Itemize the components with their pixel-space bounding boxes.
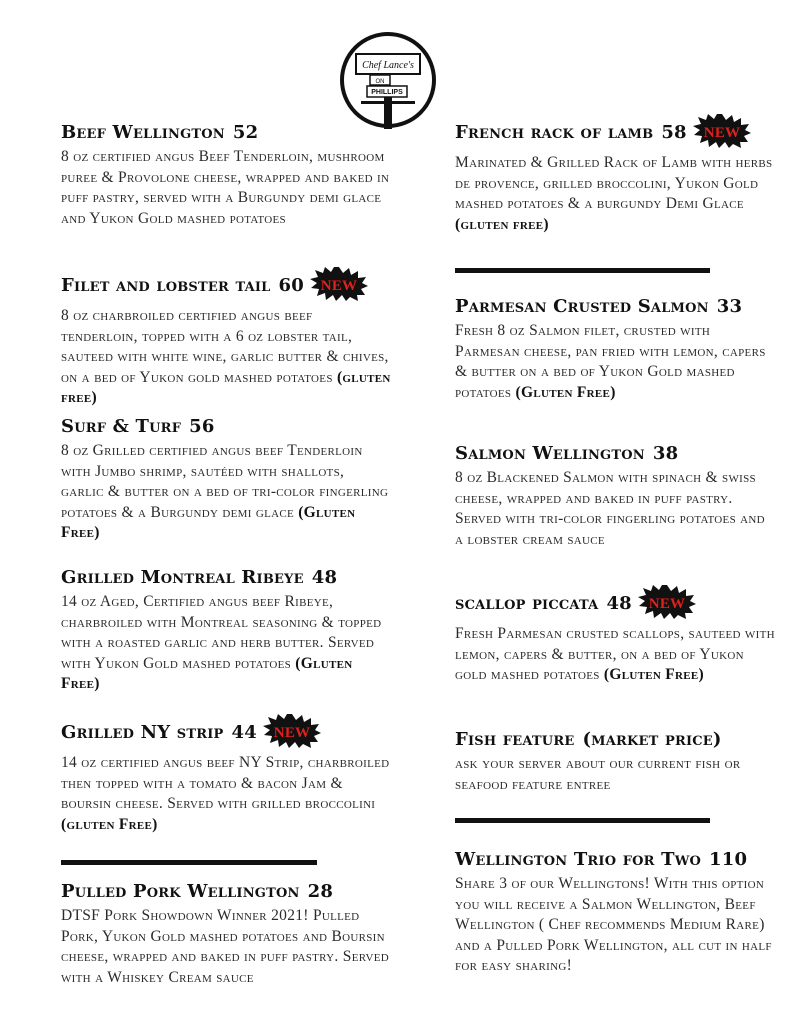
item-description xyxy=(61,306,391,409)
svg-text:NEW: NEW xyxy=(703,125,740,141)
menu-item xyxy=(61,881,391,988)
item-title xyxy=(455,849,775,871)
menu-item xyxy=(61,716,391,835)
item-name: Salmon Wellington xyxy=(455,443,645,464)
new-badge-icon xyxy=(263,714,321,748)
item-description xyxy=(455,153,775,235)
menu-item xyxy=(455,729,775,795)
item-price: 28 xyxy=(307,881,334,902)
item-desc-text: 8 oz certified angus Beef Tenderloin, mushroom puree & Provolone cheese, wrapped and baked in puff pastry, served with a Burgundy demi glace and Yukon Gold mashed potatoes xyxy=(61,148,390,227)
item-tag: (Gluten Free) xyxy=(61,654,353,693)
item-desc-text: Share 3 of our Wellingtons! With this option you will receive a Salmon Wellington, Beef Wellington ( Chef recommends Medium Rare) and a Pulled Pork Wellington, all cut in half for easy sharing! xyxy=(455,875,772,975)
menu-item xyxy=(61,416,391,544)
item-description xyxy=(455,874,775,977)
item-price: 52 xyxy=(232,122,259,143)
item-name: Filet and lobster tail xyxy=(61,275,271,296)
section-divider xyxy=(61,860,317,865)
item-title xyxy=(455,587,775,621)
logo-line3: PHILLIPS xyxy=(371,89,403,96)
menu-item xyxy=(455,849,775,977)
item-tag: (Gluten Free) xyxy=(61,503,356,542)
svg-text:NEW: NEW xyxy=(648,596,686,612)
menu-item xyxy=(455,296,775,403)
section-divider xyxy=(455,268,710,273)
item-title xyxy=(61,881,391,903)
item-name: Grilled Montreal Ribeye xyxy=(61,567,304,588)
item-tag: (gluten Free) xyxy=(61,815,158,833)
item-name: Wellington Trio for Two xyxy=(455,849,702,870)
item-price: 33 xyxy=(716,296,743,317)
svg-text:NEW: NEW xyxy=(320,278,358,294)
menu-item xyxy=(455,116,775,235)
item-tag: (gluten free) xyxy=(61,368,391,407)
item-desc-text: 14 oz Aged, Certified angus beef Ribeye, charbroiled with Montreal seasoning & topped with a roasted garlic and herb butter. Served with Yukon Gold mashed potatoes xyxy=(61,593,382,672)
new-badge-icon xyxy=(310,267,368,301)
item-tag: (Gluten Free) xyxy=(603,666,705,684)
item-price: 58 xyxy=(661,122,687,143)
item-price: 56 xyxy=(189,416,215,437)
item-price: 110 xyxy=(709,849,748,870)
item-desc-text: 8 oz Blackened Salmon with spinach & swiss cheese, wrapped and baked in puff pastry. Served with tri-color fingerling potatoes and a lobster cream sauce xyxy=(455,469,765,548)
item-desc-text: Marinated & Grilled Rack of Lamb with herbs de provence, grilled broccolini, Yukon Gold mashed potatoes & a burgundy Demi Glace xyxy=(455,154,773,213)
item-name: Parmesan Crusted Salmon xyxy=(455,296,709,317)
item-name: Fish feature xyxy=(455,729,575,750)
item-desc-text: 8 oz Grilled certified angus beef Tenderloin with Jumbo shrimp, sautéed with shallots, garlic & butter on a bed of tri-color fingerling potatoes & a Burgundy demi glace xyxy=(61,442,389,521)
item-price: 60 xyxy=(278,275,304,296)
item-desc-text: DTSF Pork Showdown Winner 2021! Pulled Pork, Yukon Gold mashed potatoes and Boursin cheese, wrapped and baked in puff pastry. Served with a Whiskey Cream sauce xyxy=(61,907,389,986)
svg-text:NEW: NEW xyxy=(273,725,311,741)
logo-line1: Chef Lance's xyxy=(362,60,414,71)
menu-item xyxy=(455,443,775,550)
item-desc-text: Fresh 8 oz Salmon filet, crusted with Parmesan cheese, pan fried with lemon, capers & butter on a bed of Yukon Gold mashed potatoes xyxy=(455,322,766,401)
item-desc-text: Fresh Parmesan crusted scallops, sauteed with lemon, capers & butter, on a bed of Yukon gold mashed potatoes xyxy=(455,625,775,684)
item-description xyxy=(61,753,391,835)
item-name: scallop piccata xyxy=(455,593,599,614)
item-description xyxy=(455,624,775,686)
restaurant-logo xyxy=(339,31,437,129)
item-price: 38 xyxy=(652,443,679,464)
item-name: Grilled NY strip xyxy=(61,722,224,743)
menu-item xyxy=(61,567,391,695)
item-description xyxy=(61,592,391,695)
item-tag: (Gluten Free) xyxy=(515,383,616,401)
item-title xyxy=(455,443,775,465)
item-title xyxy=(455,116,775,150)
logo-line2: ON xyxy=(375,79,385,85)
item-description xyxy=(455,754,775,795)
section-divider xyxy=(455,818,710,823)
item-name: French rack of lamb xyxy=(455,122,654,143)
item-description xyxy=(61,147,391,229)
item-title xyxy=(61,122,391,144)
new-badge-icon xyxy=(638,585,696,619)
item-title xyxy=(61,269,391,303)
item-price: (market price) xyxy=(582,729,722,750)
menu-item xyxy=(61,122,391,229)
item-title xyxy=(61,716,391,750)
item-name: Surf & Turf xyxy=(61,416,182,437)
menu-item xyxy=(61,269,391,409)
menu-item xyxy=(455,587,775,686)
item-title xyxy=(455,729,775,751)
item-title xyxy=(61,416,391,438)
item-description xyxy=(61,441,391,544)
item-price: 48 xyxy=(606,593,632,614)
item-title xyxy=(61,567,391,589)
item-description xyxy=(61,906,391,988)
item-desc-text: 8 oz charbroiled certified angus beef tenderloin, topped with a 6 oz lobster tail, sauteed with white wine, garlic butter & chives, on a bed of Yukon gold mashed potatoes xyxy=(61,307,389,386)
item-name: Pulled Pork Wellington xyxy=(61,881,300,902)
item-description xyxy=(455,468,775,550)
item-tag: (gluten free) xyxy=(455,215,549,233)
item-description xyxy=(455,321,775,403)
item-name: Beef Wellington xyxy=(61,122,225,143)
new-badge-icon xyxy=(693,114,751,148)
item-desc-text: 14 oz certified angus beef NY Strip, charbroiled then topped with a tomato & bacon Jam & boursin cheese. Served with grilled broccolini xyxy=(61,754,390,813)
item-price: 48 xyxy=(311,567,338,588)
item-desc-text: ask your server about our current fish or seafood feature entree xyxy=(455,755,741,793)
item-price: 44 xyxy=(231,722,257,743)
item-title xyxy=(455,296,775,318)
